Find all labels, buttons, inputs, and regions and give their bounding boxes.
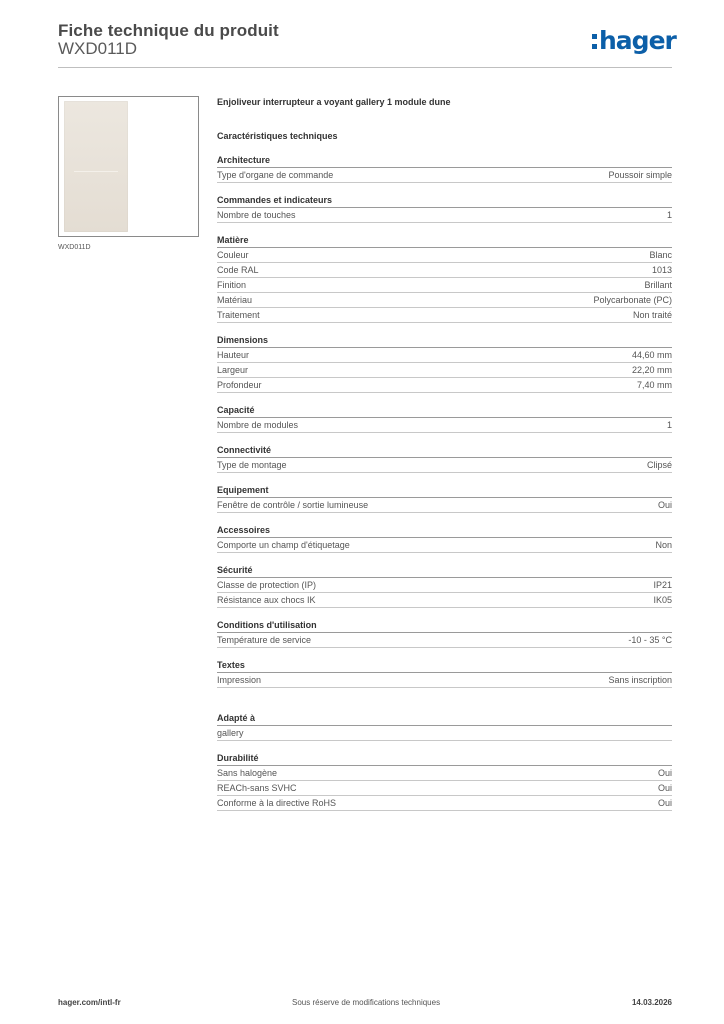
spec-label: Conforme à la directive RoHS	[217, 798, 337, 808]
spec-row	[217, 348, 672, 363]
footer-website: hager.com/intl-fr	[58, 998, 121, 1007]
spec-row	[217, 458, 672, 473]
spec-row	[217, 593, 672, 608]
spec-label: Comporte un champ d'étiquetage	[217, 540, 350, 550]
spec-row	[217, 781, 672, 796]
spec-value: Oui	[657, 783, 672, 793]
spec-label: Type d'organe de commande	[217, 170, 334, 180]
spec-label: Couleur	[217, 250, 249, 260]
spec-label: Profondeur	[217, 380, 262, 390]
product-image	[58, 96, 199, 237]
spec-row	[217, 168, 672, 183]
spec-label: Nombre de touches	[217, 210, 296, 220]
spec-value: Non traité	[632, 310, 672, 320]
product-code: WXD011D	[58, 39, 138, 58]
header-divider	[58, 67, 672, 68]
spec-section	[217, 334, 672, 393]
spec-label: Impression	[217, 675, 262, 685]
spec-sections	[217, 154, 672, 811]
section-title: Architecture	[217, 154, 672, 168]
spec-value: Brillant	[644, 280, 672, 290]
section-title: Matière	[217, 234, 672, 248]
spec-value: IP21	[653, 580, 672, 590]
spec-section	[217, 659, 672, 688]
section-title: Accessoires	[217, 524, 672, 538]
spec-label: REACh-sans SVHC	[217, 783, 297, 793]
spec-value: Oui	[657, 798, 672, 808]
spec-value: -10 - 35 °C	[628, 635, 672, 645]
hager-logo	[592, 26, 676, 56]
spec-label: Code RAL	[217, 265, 259, 275]
spec-row	[217, 278, 672, 293]
spec-section	[217, 404, 672, 433]
cover-plate-image	[64, 101, 128, 232]
spec-label: Largeur	[217, 365, 249, 375]
spec-section	[217, 619, 672, 648]
spec-label: Traitement	[217, 310, 260, 320]
spec-section	[217, 194, 672, 223]
spec-section	[217, 154, 672, 183]
spec-content	[217, 95, 672, 811]
spec-row	[217, 263, 672, 278]
section-title: Dimensions	[217, 334, 672, 348]
spec-section	[217, 484, 672, 513]
spec-value: IK05	[653, 595, 672, 605]
spec-label: Type de montage	[217, 460, 287, 470]
spec-label: gallery	[217, 728, 244, 738]
spec-label: Température de service	[217, 635, 312, 645]
logo-colon-icon	[592, 34, 597, 49]
spec-value: Polycarbonate (PC)	[593, 295, 672, 305]
spec-value: 22,20 mm	[631, 365, 672, 375]
spec-row	[217, 633, 672, 648]
footer-date: 14.03.2026	[631, 998, 672, 1007]
spec-value: 1013	[651, 265, 672, 275]
spec-section	[217, 752, 672, 811]
section-title: Conditions d'utilisation	[217, 619, 672, 633]
section-title: Equipement	[217, 484, 672, 498]
spec-row	[217, 293, 672, 308]
spec-row	[217, 308, 672, 323]
footer-notice: Sous réserve de modifications techniques	[292, 998, 441, 1007]
spec-section	[217, 712, 672, 741]
section-title: Capacité	[217, 404, 672, 418]
page-title: Fiche technique du produit	[58, 21, 279, 40]
spec-label: Fenêtre de contrôle / sortie lumineuse	[217, 500, 369, 510]
section-title: Adapté à	[217, 712, 672, 726]
spec-value: Non	[655, 540, 672, 550]
spec-value: Clipsé	[646, 460, 672, 470]
spec-value: 44,60 mm	[631, 350, 672, 360]
section-title: Textes	[217, 659, 672, 673]
product-description: Enjoliveur interrupteur a voyant gallery 1 module dune	[217, 97, 451, 107]
spec-value: Oui	[657, 768, 672, 778]
spec-row	[217, 578, 672, 593]
spec-section	[217, 524, 672, 553]
spec-row	[217, 363, 672, 378]
logo-text: hager	[599, 26, 676, 55]
spec-value: Sans inscription	[608, 675, 672, 685]
spec-section	[217, 564, 672, 608]
spec-label: Sans halogène	[217, 768, 278, 778]
spec-row	[217, 248, 672, 263]
section-title: Sécurité	[217, 564, 672, 578]
spec-value: 7,40 mm	[636, 380, 672, 390]
spec-row	[217, 538, 672, 553]
spec-label: Hauteur	[217, 350, 250, 360]
spec-value: Blanc	[649, 250, 672, 260]
spec-value: 1	[666, 420, 672, 430]
section-title: Connectivité	[217, 444, 672, 458]
spec-label: Classe de protection (IP)	[217, 580, 317, 590]
spec-value: 1	[666, 210, 672, 220]
product-image-caption: WXD011D	[58, 244, 91, 251]
specs-heading: Caractéristiques techniques	[217, 131, 338, 141]
spec-label: Nombre de modules	[217, 420, 299, 430]
spec-row	[217, 498, 672, 513]
spec-label: Matériau	[217, 295, 253, 305]
spec-label: Résistance aux chocs IK	[217, 595, 316, 605]
section-title: Commandes et indicateurs	[217, 194, 672, 208]
spec-row	[217, 378, 672, 393]
spec-row	[217, 726, 672, 741]
spec-row	[217, 673, 672, 688]
spec-value: Poussoir simple	[608, 170, 672, 180]
spec-section	[217, 234, 672, 323]
spec-section	[217, 444, 672, 473]
spec-value: Oui	[657, 500, 672, 510]
section-title: Durabilité	[217, 752, 672, 766]
spec-row	[217, 766, 672, 781]
spec-row	[217, 208, 672, 223]
spec-row	[217, 418, 672, 433]
spec-row	[217, 796, 672, 811]
spec-label: Finition	[217, 280, 247, 290]
